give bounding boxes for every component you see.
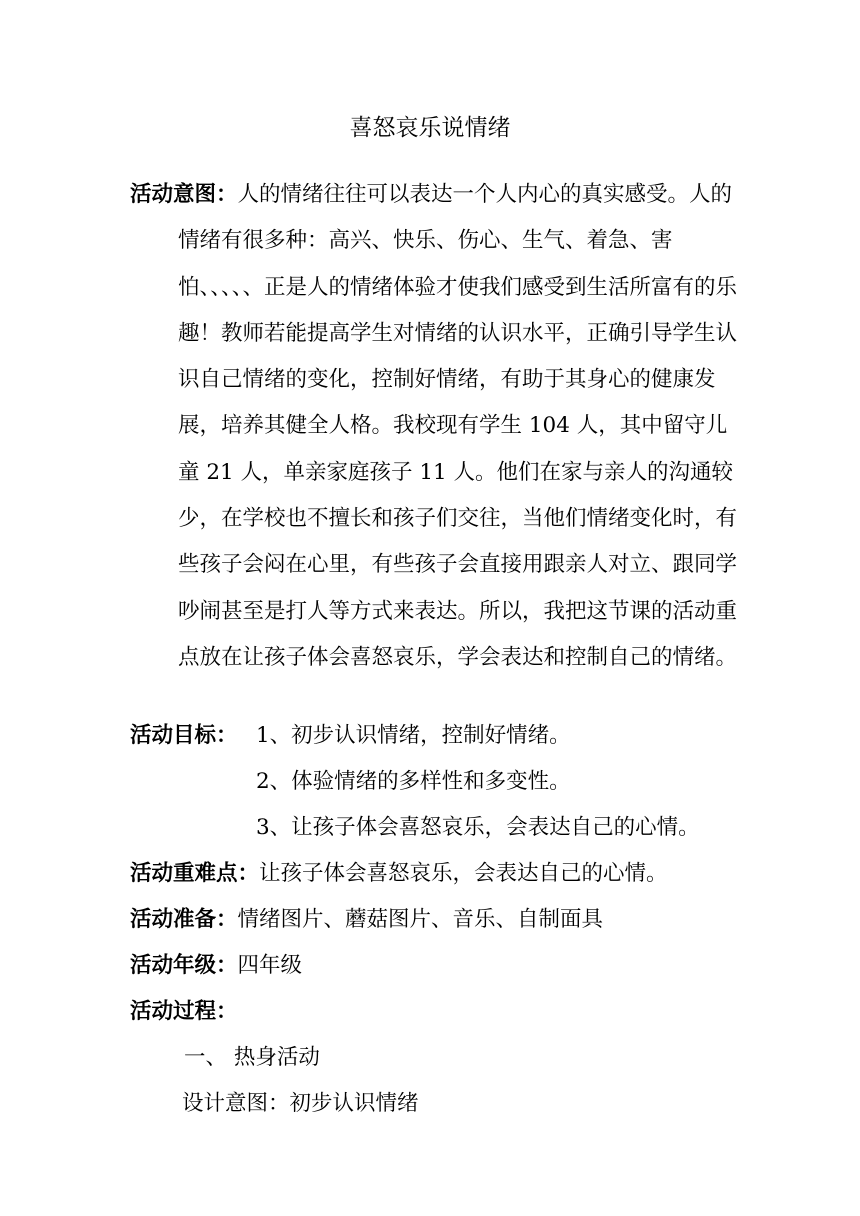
preparation-row — [130, 902, 603, 938]
activity-intent-label: 活动意图： — [130, 182, 238, 207]
key-points-text: 让孩子体会喜怒哀乐，会表达自己的心情。 — [259, 861, 668, 886]
key-points-label: 活动重难点： — [130, 861, 260, 886]
process-label: 活动过程： — [130, 999, 238, 1024]
grade-text: 四年级 — [237, 953, 303, 978]
process-section-1: 一、 热身活动 — [184, 1045, 320, 1070]
document-title: 喜怒哀乐说情绪 — [349, 115, 511, 141]
goal-item-2: 2、体验情绪的多样性和多变性。 — [256, 769, 571, 794]
process-section-1-design: 设计意图：初步认识情绪 — [182, 1091, 419, 1116]
preparation-text: 情绪图片、蘑菇图片、音乐、自制面具 — [237, 907, 604, 932]
goal-item-3: 3、让孩子体会喜怒哀乐，会表达自己的心情。 — [256, 815, 700, 840]
grade-row — [130, 948, 302, 984]
activity-intent-paragraph — [130, 172, 740, 681]
goal-item-1: 1、初步认识情绪，控制好情绪。 — [256, 723, 571, 748]
key-points-row — [130, 856, 668, 892]
activity-goals-label: 活动目标： — [130, 723, 238, 748]
preparation-label: 活动准备： — [130, 907, 238, 932]
activity-intent — [130, 172, 740, 681]
process-row — [130, 994, 238, 1030]
activity-intent-text: 人的情绪往往可以表达一个人内心的真实感受。人的情绪有很多种：高兴、快乐、伤心、生气、着急、害怕、、、、、正是人的情绪体验才使我们感受到生活所富有的乐趣！教师若能提高学生对情绪的认识水平，正确引导学生认识自己情绪的变化，控制好情绪，有助于其身心的健康发展，培养其健全人格。我校现有学生 104 人，其中留守儿童 21 人，单亲家庭孩子 11 人。他们在家与亲人的沟通较少，在学校也不擅长和孩子们交往，当他们情绪变化时，有些孩子会闷在心里，有些孩子会直接用跟亲人对立、跟同学吵闹甚至是打人等方式来表达。所以，我把这节课的活动重点放在让孩子体会喜怒哀乐，学会表达和控制自己的情绪。 — [178, 182, 738, 670]
grade-label: 活动年级： — [130, 953, 238, 978]
activity-goals-row — [130, 718, 238, 754]
